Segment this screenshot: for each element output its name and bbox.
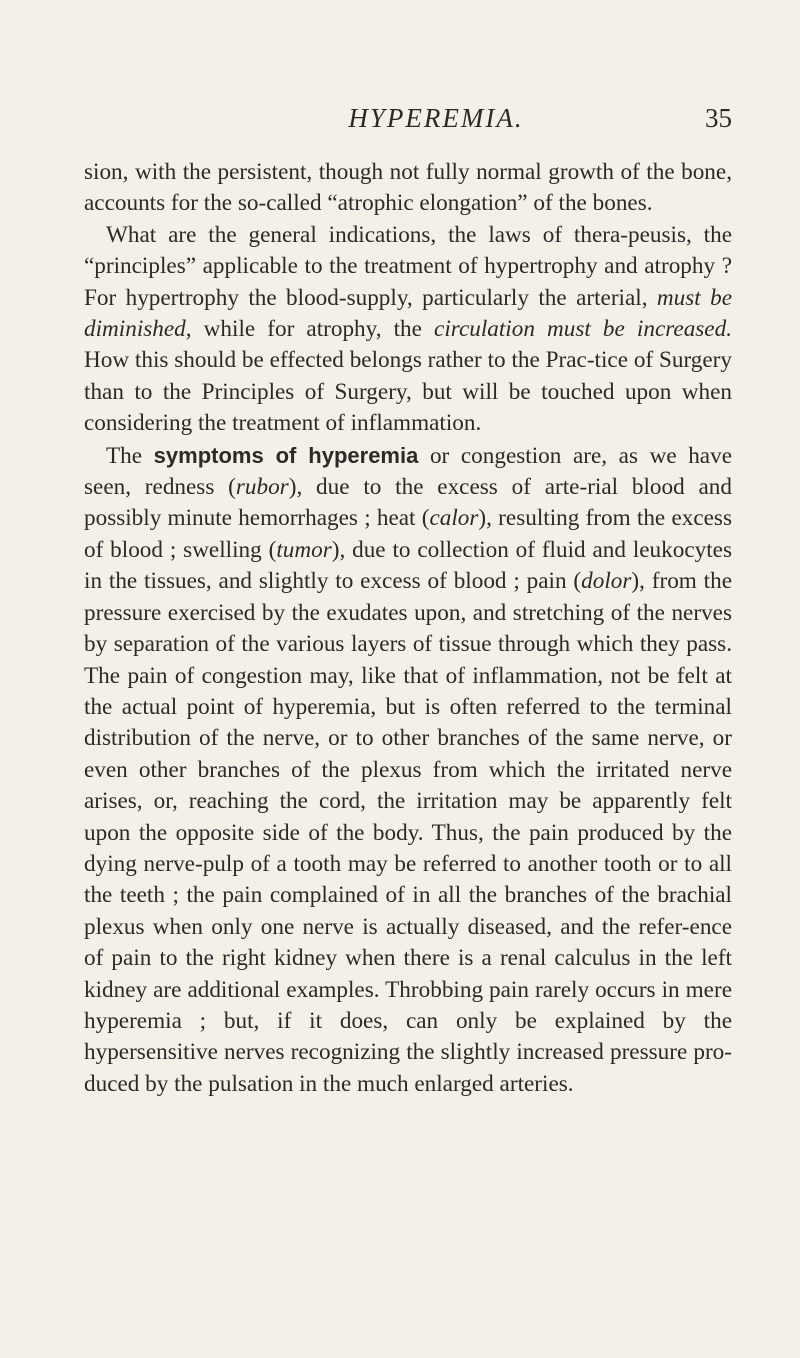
text-run: ), from the pressure exercised by the exudates upon, and stretching of the nerves by separation of the various layers of tissue through which they pass. The pain of congestion may, like that of inflammation, not be felt at the actual point of hyperemia, but is often referred to the terminal distribution of the nerve, or to other branches of the same nerve, or even other branches of the plexus from which the irritated nerve arises, or, reaching the cord, the irritation may be apparently felt upon the opposite side of the body. Thus, the pain produced by the dying nerve-pulp of a tooth may be referred to another tooth or to all the teeth ; the pain complained of in all the branches of the brachial plexus when only one nerve is actually diseased, and the refer-ence of pain to the right kidney when there is a renal calculus in the left kidney are additional examples. Throbbing pain rarely occurs in mere hyperemia ; but, if it does, can only be explained by the hypersensitive nerves recognizing the slightly increased pressure pro-duced by the pulsation in the much enlarged arteries. [84, 568, 733, 1097]
emphasis-text: circulation must be increased. [434, 316, 732, 343]
text-run: or congestion are, as we have seen, redness ( [84, 442, 732, 501]
emphasis-text: calor [429, 505, 479, 532]
body-text [84, 157, 732, 1100]
text-run: ), resulting from the excess of blood ; swelling ( [84, 505, 732, 563]
text-run: How this should be effected belongs rather to the Prac-tice of Surgery than to the Principles of Surgery, but will be touched upon when considering the treatment of inflammation. [84, 347, 732, 437]
text-run: ), due to collection of fluid and leukocytes in the tissues, and slightly to excess of blood ; pain ( [84, 536, 732, 595]
emphasis-text: rubor [235, 474, 289, 501]
running-title: HYPEREMIA. [348, 103, 524, 133]
paragraph-1 [84, 157, 732, 220]
text-run: The [106, 442, 154, 469]
emphasis-text: must be diminished [84, 284, 732, 343]
page-number: 35 [705, 103, 732, 133]
text-run: sion, with the persistent, though not fully normal growth of the bone, accounts for the so-called “atrophic elongation” of the bones. [84, 159, 732, 217]
emphasis-text: dolor [581, 568, 632, 595]
text-run: , while for atrophy, the [185, 316, 435, 343]
page-header [140, 98, 732, 138]
text-run: ), due to the excess of arte-rial blood and possibly minute hemorrhages ; heat ( [84, 474, 732, 532]
paragraph-3 [84, 440, 732, 1101]
text-run: What are the general indications, the laws of thera-peusis, the “principles” applicable to the treatment of hypertrophy and atrophy ? For hypertrophy the blood-supply, particularly the arterial, [84, 221, 732, 311]
emphasis-text: tumor [276, 536, 332, 563]
bold-heading-term: symptoms of hyperemia [153, 442, 419, 468]
paragraph-2 [84, 220, 732, 440]
